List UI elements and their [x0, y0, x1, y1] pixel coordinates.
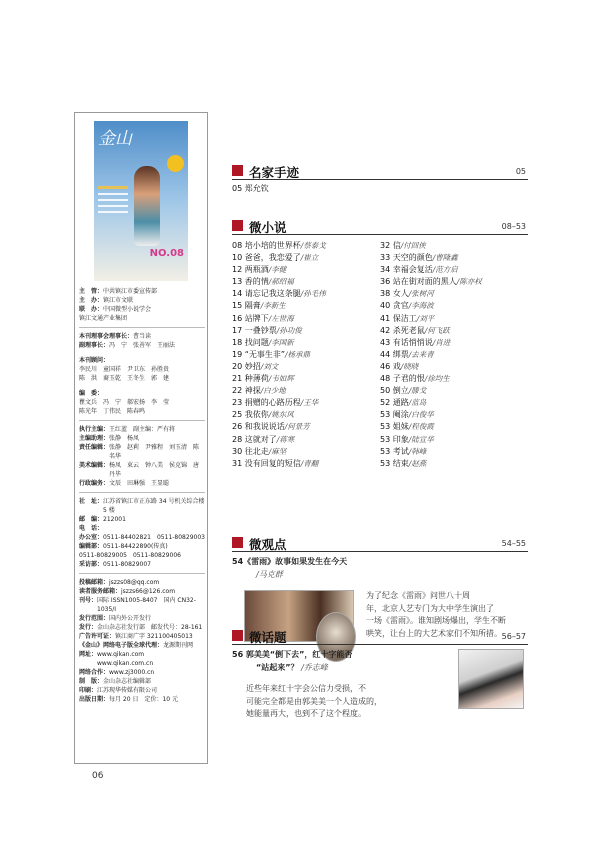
- section-title: 微小说: [249, 220, 287, 235]
- toc-entry[interactable]: [380, 421, 528, 433]
- toc-entry-title: 13 香的情: [232, 277, 269, 287]
- toc-entry[interactable]: [232, 264, 380, 276]
- toc-entry-subtitle: “站起来”？: [256, 663, 299, 672]
- toc-entry-author: /李国新: [268, 337, 294, 347]
- toc-entry[interactable]: [232, 409, 380, 421]
- committee-row: [79, 332, 205, 341]
- staff-list: [79, 425, 205, 488]
- contact-row: [79, 641, 205, 650]
- staff-row-label: 行政编务：: [79, 480, 110, 487]
- toc-entry-title: 40 贪官: [380, 301, 409, 311]
- toc-entry[interactable]: [232, 385, 380, 397]
- toc-entry-author: /李健: [268, 265, 287, 275]
- toc-entry-author: /孙毛伟: [300, 289, 326, 299]
- toc-entry-title: 16 站牌下: [232, 313, 269, 323]
- committee-row-label: 本刊理事会理事长：: [79, 333, 134, 340]
- section-page-range: 54–55: [501, 539, 526, 548]
- staff-row: [79, 479, 205, 488]
- toc-entry[interactable]: [232, 446, 380, 458]
- section-title: 微观点: [249, 537, 287, 552]
- toc-entry-author: /张树河: [408, 289, 434, 299]
- phone-list: [79, 533, 205, 569]
- phone-row: [79, 560, 205, 569]
- advisor-line: 陈 洪 裔玉乾 王冬生 郭 建: [79, 375, 170, 382]
- toc-entry[interactable]: [232, 300, 380, 312]
- toc-entry[interactable]: [232, 421, 380, 433]
- toc-entry-title: 30 往北走: [232, 446, 269, 456]
- advisor-line: 李民川 童国祥 尹卫东 孙胜贵: [79, 366, 170, 373]
- staff-row-label: 主编助理：: [79, 435, 110, 442]
- toc-entry-author: /崔立: [300, 253, 319, 263]
- toc-entry[interactable]: [380, 446, 528, 458]
- toc-entry-title: 05 郑允钦: [232, 184, 269, 193]
- toc-entry[interactable]: [380, 240, 528, 252]
- toc-entry-title: 41 保洁工: [380, 313, 417, 323]
- toc-entry-title: 32 信: [380, 241, 401, 250]
- sponsor-row: [79, 314, 205, 323]
- section-title: 微话题: [249, 630, 287, 645]
- section-header: [232, 164, 528, 178]
- toc-entry-author: /李海波: [408, 301, 434, 311]
- toc-entry[interactable]: [380, 313, 528, 325]
- contact-row: [79, 623, 205, 632]
- toc-entry-author: /陆宣华: [408, 434, 434, 444]
- toc-entry[interactable]: [232, 349, 380, 361]
- toc-entry-title: 44 绑票: [380, 349, 409, 359]
- toc-entry-title: 18 找问题: [232, 337, 269, 347]
- staff-row: [79, 461, 205, 479]
- toc-entry[interactable]: [380, 409, 528, 421]
- toc-entry[interactable]: [380, 434, 528, 446]
- advisors-list: [79, 365, 205, 383]
- toc-entry[interactable]: [232, 361, 380, 373]
- contact-row-value: www.zj3000.cn: [109, 669, 155, 676]
- toc-entry-title: 20 妙招: [232, 361, 261, 371]
- phone-row-value: 0511-84422890(传真): [103, 543, 168, 550]
- toc-column-right: [380, 240, 528, 470]
- contact-row-value: 金山杂志社编辑部: [103, 678, 152, 685]
- divider: [79, 327, 205, 328]
- address-label: 社 址：: [79, 498, 104, 505]
- divider: [79, 492, 205, 493]
- toc-entry-author-row: [232, 569, 528, 581]
- toc-entry-author: /左世海: [268, 313, 294, 323]
- sponsor-row: [79, 287, 205, 296]
- toc-entry-title: 42 杀死老鼠: [380, 325, 425, 335]
- section-micro-fiction: [232, 219, 528, 470]
- contact-row-value: 每月 20 日 定价：10 元: [109, 696, 179, 703]
- toc-entry-author: /何景芳: [284, 422, 310, 432]
- toc-entry-title: 38 女人: [380, 289, 409, 299]
- toc-entry-title: 46 戏: [380, 361, 401, 371]
- toc-entry-author: /孙功俊: [276, 325, 302, 335]
- toc-entry-author: /曹隆鑫: [432, 253, 458, 263]
- toc-entry-title: 10 爸爸，我恋爱了: [232, 253, 301, 263]
- address-value: 江苏省镇江市正东路 34 号机关综合楼 5 楼: [103, 498, 205, 514]
- contact-row-value: jszzs08@qq.com: [109, 579, 160, 586]
- contact-row-value: 龙源期刊网: [163, 642, 194, 649]
- section-page-range: 08–53: [501, 222, 526, 231]
- cover-headlines-graphic: [98, 186, 128, 217]
- contact-row-label: 发行范围：: [79, 615, 110, 622]
- toc-entry-author: /郝绍福: [268, 277, 294, 287]
- toc-entry-author: /李新生: [260, 301, 286, 311]
- toc-entry-title: 53 阉涂: [380, 410, 409, 420]
- person-photo-image: [458, 649, 524, 709]
- toc-entry[interactable]: [232, 313, 380, 325]
- contact-row-label: 刊号：: [79, 597, 98, 604]
- toc-entry-author: /去来青: [408, 349, 434, 359]
- contact-row: [79, 614, 205, 623]
- toc-entry[interactable]: [232, 434, 380, 446]
- divider: [79, 573, 205, 574]
- toc-entry[interactable]: [232, 458, 380, 470]
- toc-entry[interactable]: [232, 337, 380, 349]
- contact-row: [79, 695, 205, 704]
- phone-row-label: 采访部：: [79, 561, 104, 568]
- contact-row-value: 镇江商广字 321100405013: [115, 633, 193, 640]
- toc-entry-author: /杨承鼎: [285, 349, 311, 359]
- contact-row: [79, 677, 205, 686]
- sponsor-list: [79, 287, 205, 323]
- cover-figure-graphic: [134, 166, 160, 246]
- toc-entry[interactable]: [380, 385, 528, 397]
- toc-entry-author: /马克群: [256, 570, 283, 579]
- toc-entry-author: /滕戈: [408, 386, 427, 396]
- toc-entry[interactable]: [380, 288, 528, 300]
- excerpt-line: 一场《雷雨》。谁知剧场爆出，学生不断: [366, 616, 506, 625]
- toc-entry-title: 21 种薄荷: [232, 374, 269, 384]
- staff-row-label: 责任编辑：: [79, 444, 110, 451]
- postcode-value: 212001: [103, 516, 126, 523]
- contact-row: [79, 632, 205, 641]
- sponsor-row-label: 主 管：: [79, 288, 104, 295]
- toc-entry[interactable]: [380, 325, 528, 337]
- contact-row-value: 国内外公开发行: [109, 615, 152, 622]
- toc-entry-author: /姚东风: [268, 410, 294, 420]
- masthead-info: [79, 287, 205, 704]
- toc-entry-author: /晓晓: [400, 361, 419, 371]
- excerpt-line: 年，北京人艺专门为大中学生演出了: [366, 603, 494, 613]
- excerpt-line: 她能量再大，也到不了这个程度。: [246, 709, 366, 718]
- section-marker-icon: [232, 537, 243, 548]
- toc-entry-title: 53 考试: [380, 446, 409, 456]
- toc-entry-author: /韦如辉: [268, 374, 294, 384]
- staff-row: [79, 443, 205, 461]
- committee-list: [79, 332, 205, 350]
- staff-row-value: 杨凤 束云 钟八美 侯克锦 唐丹毕: [109, 462, 200, 478]
- phone-row-value: 0511-84402821 0511-80829003: [103, 534, 205, 541]
- editor-line: 陈光年 丁伟民 陈春鸣: [79, 408, 146, 415]
- toc-entry-author: /肖进: [432, 337, 451, 347]
- toc-entry[interactable]: [232, 276, 380, 288]
- sponsor-row-value: 中共镇江市委宣传部: [103, 288, 158, 295]
- toc-entry-title: 19 “无事生非”: [232, 349, 286, 359]
- toc-entry[interactable]: [232, 556, 528, 567]
- contact-list: [79, 578, 205, 704]
- section-header: [232, 219, 528, 233]
- toc-entry-title: 31 没有回复的短信: [232, 458, 301, 468]
- toc-entry[interactable]: [380, 337, 528, 349]
- toc-entry-title: 26 和我说说话: [232, 422, 285, 432]
- toc-entry-title: 14 请忘记我这条腿: [232, 289, 301, 299]
- toc-entry-title: 12 两瓶酒: [232, 265, 269, 275]
- page-number: 06: [92, 771, 104, 781]
- staff-row: [79, 425, 205, 434]
- editors-block: [79, 389, 205, 416]
- toc-entry-author: /范方启: [432, 265, 458, 275]
- toc-entry-author: /蔡泰戈: [300, 241, 326, 250]
- section-page-range: 56–57: [501, 632, 526, 641]
- editors-label: 编 委：: [79, 390, 104, 397]
- toc-entry-title: 28 这就对了: [232, 434, 277, 444]
- toc-entry-author: /徐均生: [424, 374, 450, 384]
- toc-entry-title: 25 我依你: [232, 410, 269, 420]
- toc-entry[interactable]: [380, 349, 528, 361]
- toc-entry[interactable]: [380, 361, 528, 373]
- magazine-cover-image: [94, 121, 188, 281]
- toc-entry[interactable]: [232, 288, 380, 300]
- phone-row: [79, 533, 205, 542]
- editor-line: 瞿文兵 冯 宁 郝宏扬 李 莹: [79, 399, 170, 406]
- committee-row-label: 副理事长：: [79, 342, 110, 349]
- staff-row: [79, 434, 205, 443]
- toc-entry-title: 36 站在街对面的黑人: [380, 277, 457, 287]
- cover-badge-icon: [167, 155, 184, 172]
- masthead-panel: [74, 112, 208, 764]
- toc-entry-author: /刘平: [416, 313, 435, 323]
- toc-entry-author: /韩峰: [408, 446, 427, 456]
- sponsor-row-label: 主 办：: [79, 297, 104, 304]
- contact-row-label: 制 版：: [79, 678, 104, 685]
- toc-entry-title: 54《雷雨》故事如果发生在今天: [232, 557, 348, 566]
- section-micro-topic: [232, 629, 528, 718]
- contact-row: [79, 587, 205, 596]
- excerpt-line: 近些年来红十字会公信力受损，不: [246, 684, 366, 693]
- section-marker-icon: [232, 220, 243, 231]
- phone-row-value: 0511-80829007: [103, 561, 151, 568]
- contact-row-value: jszzs66@126.com: [121, 588, 176, 595]
- committee-row: [79, 341, 205, 350]
- contact-row-label: 网址：: [79, 651, 98, 658]
- sponsor-row: [79, 296, 205, 305]
- toc-column-left: [232, 240, 380, 470]
- toc-entry-author: /刘文: [260, 361, 279, 371]
- section-famous-handwriting: [232, 164, 528, 195]
- toc-entry[interactable]: [380, 458, 528, 470]
- toc-entry-author: /何飞跃: [424, 325, 450, 335]
- toc-entry-author: /白少地: [260, 386, 286, 396]
- address-row: [79, 497, 205, 515]
- toc-entry-author: /陈亦权: [456, 277, 482, 287]
- section-marker-icon: [232, 630, 243, 641]
- postcode-label: 邮 编：: [79, 516, 104, 523]
- contact-row: [79, 668, 205, 677]
- toc-entry-title: 33 天空的颜色: [380, 253, 433, 263]
- toc-entry-title: 15 隔膏: [232, 301, 261, 311]
- phone-row: [79, 551, 205, 560]
- contact-row-value: 金山杂志社发行部 邮发代号：28-161: [97, 624, 203, 631]
- toc-entry-title: 08 培小培的世界杯: [232, 241, 301, 250]
- advisors-block: [79, 356, 205, 383]
- contact-row-value: www.qikan.com www.qikan.com.cn: [97, 651, 154, 667]
- phone-row: [79, 542, 205, 551]
- committee-row-value: 冯 宁 张善军 王丽法: [109, 342, 176, 349]
- contact-row-label: 网络合作：: [79, 669, 110, 676]
- toc-entry-title: 50 倒立: [380, 386, 409, 396]
- toc-entry[interactable]: [380, 276, 528, 288]
- editors-list: [79, 398, 205, 416]
- toc-entry-title: 53 姐妹: [380, 422, 409, 432]
- cover-issue-number: NO.08: [149, 248, 184, 259]
- toc-entry[interactable]: [232, 240, 380, 252]
- toc-entry-title: 43 有话悄悄说: [380, 337, 433, 347]
- sponsor-row-value: 镇江文通产业集团: [79, 315, 128, 322]
- cover-title: 金山: [98, 129, 132, 149]
- contact-row: [79, 686, 205, 695]
- sponsor-row-label: 联 办：: [79, 306, 104, 313]
- toc-entry[interactable]: [380, 397, 528, 409]
- staff-row-value: 张静 杨凤: [109, 435, 140, 442]
- excerpt-text: [246, 683, 456, 721]
- toc-entry-title: 23 捐赠的心路历程: [232, 398, 301, 408]
- committee-row-value: 曹当读: [133, 333, 152, 340]
- toc-entry-author: /蓝岛: [408, 398, 427, 408]
- staff-row-label: 执行主编：: [79, 426, 110, 433]
- phone-row-label: 办公室：: [79, 534, 104, 541]
- toc-entry-title: 34 幸福会复活: [380, 265, 433, 275]
- contact-row-label: 读者服务邮箱：: [79, 588, 122, 595]
- contact-row-label: 印刷：: [79, 687, 98, 694]
- contact-row: [79, 596, 205, 614]
- toc-entry-author: /乔志峰: [301, 663, 328, 672]
- section-header: [232, 629, 528, 643]
- postcode-row: [79, 515, 205, 524]
- toc-entry[interactable]: [232, 183, 528, 195]
- toc-entry-title: 56 郭美美“倒下去”，红十字能否: [232, 650, 353, 659]
- staff-row-value: 张静 赵莉 尹雅程 刘玉清 陈名华: [109, 444, 200, 460]
- phone-row-label: 编辑部：: [79, 543, 104, 550]
- section-page-range: 05: [515, 167, 526, 176]
- toc-entry-author: /青翻: [300, 458, 319, 468]
- staff-row-value: 文辰 田琳强 王显聪: [109, 480, 170, 487]
- toc-entry-title: 53 印象: [380, 434, 409, 444]
- toc-entry-author: /白俊华: [408, 410, 434, 420]
- contact-row-value: 国际 ISSN1005-8407 国内 CN32-1035/I: [97, 597, 196, 613]
- sponsor-row-value: 中国微型小说学会: [103, 306, 152, 313]
- toc-entry[interactable]: [380, 300, 528, 312]
- contact-row-label: 投稿邮箱：: [79, 579, 110, 586]
- section-marker-icon: [232, 165, 243, 176]
- excerpt-line: 为了纪念《雷雨》问世八十周: [366, 591, 470, 600]
- toc-entry-author: /麻坚: [268, 446, 287, 456]
- phone-row-value: 0511-80829005 0511-80829006: [79, 552, 181, 559]
- contact-row: [79, 578, 205, 587]
- toc-entry-title: 52 通路: [380, 398, 409, 408]
- toc-entry[interactable]: [380, 252, 528, 264]
- staff-row-label: 美术编辑：: [79, 462, 110, 469]
- toc-entry[interactable]: [232, 373, 380, 385]
- toc-entry[interactable]: [380, 264, 528, 276]
- contact-row-label: 广告许可证：: [79, 633, 116, 640]
- contact-row: [79, 650, 205, 668]
- toc-entry[interactable]: [232, 325, 380, 337]
- toc-entry-title: 53 结束: [380, 458, 409, 468]
- contact-row-value: 江苏现华传媒有限公司: [97, 687, 158, 694]
- sponsor-row: [79, 305, 205, 314]
- toc-entry[interactable]: [232, 252, 380, 264]
- toc-columns: [232, 240, 528, 470]
- toc-entry-author: /王华: [300, 398, 319, 408]
- staff-row-value: 王红蓝 副主编：严有将: [109, 426, 176, 433]
- sponsor-row-value: 镇江市文联: [103, 297, 134, 304]
- toc-entry-title: 22 神探: [232, 386, 261, 396]
- divider: [79, 420, 205, 421]
- toc-entry-title: 48 子君的恨: [380, 374, 425, 384]
- excerpt-line: 可能完全都是由郭美美一个人造成的，: [246, 696, 382, 706]
- excerpt-line: 哄笑，让台上的大艺术家们不知所措。: [366, 628, 502, 638]
- toc-entry-author: /赵燕: [408, 458, 427, 468]
- phone-label: 电 话：: [79, 525, 104, 532]
- toc-entry-author: /付回侠: [400, 241, 426, 250]
- contact-row-label: 发行：: [79, 624, 98, 631]
- toc-entry-author: /蒋寒: [276, 434, 295, 444]
- contact-row-label: 出版日期：: [79, 696, 110, 703]
- section-header: [232, 536, 528, 550]
- section-title: 名家手迹: [249, 165, 300, 180]
- toc-entry-author: /程俊霞: [408, 422, 434, 432]
- toc-entry[interactable]: [232, 397, 380, 409]
- advisors-label: 本刊顾问：: [79, 357, 110, 364]
- toc-entry[interactable]: [380, 373, 528, 385]
- contact-row-label: 《金山》网络电子版全球代理：: [79, 642, 164, 649]
- toc-entry-title: 17 一叠钞票: [232, 325, 277, 335]
